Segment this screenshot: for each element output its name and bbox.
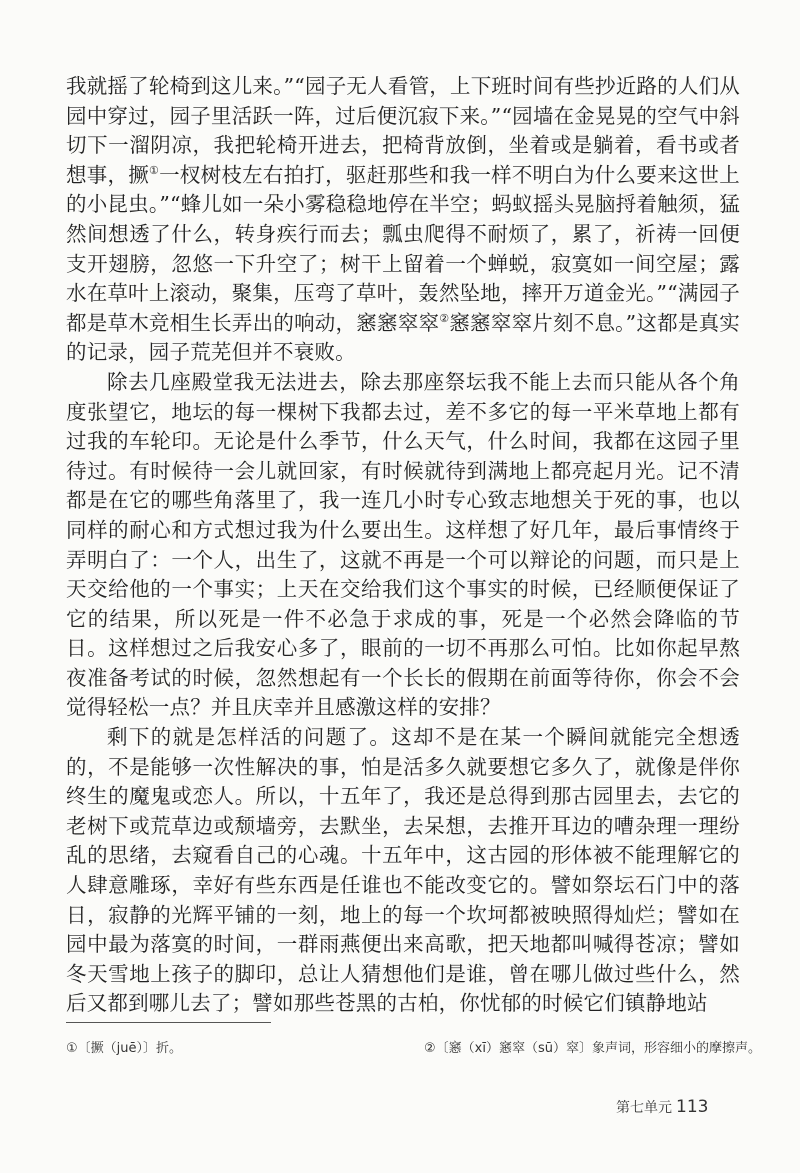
page-number: 113 [676, 1097, 709, 1117]
paragraph-3: 剩下的就是怎样活的问题了。这却不是在某一个瞬间就能完全想透的，不是能够一次性解决的事，怕是活多久就要想它多久了，就像是伴你终生的魔鬼或恋人。所以，十五年了，我还是总得到那古园里去，去它的老树下或荒草边或颓墙旁，去默坐，去呆想，去推开耳边的嘈杂理一理纷乱的思绪，去窥看自己的心魂。十五年中，这古园的形体被不能理解它的人肆意雕琢，幸好有些东西是任谁也不能改变它的。譬如祭坛石门中的落日，寂静的光辉平铺的一刻，地上的每一个坎坷都被映照得灿烂；譬如在园中最为落寞的时间，一群雨燕便出来高歌，把天地都叫喊得苍凉；譬如冬天雪地上孩子的脚印，总让人猜想他们是谁，曾在哪儿做过些什么，然后又都到哪儿去了；譬如那些苍黑的古柏，你忧郁的时候它们镇静地站 [66, 725, 740, 1016]
footnote-2: ②〔窸（xī）窸窣（sū）窣〕象声词，形容细小的摩擦声。 [424, 1041, 761, 1056]
footnote-divider [66, 1022, 271, 1023]
page-folio [616, 1097, 708, 1117]
footnote-1: ①〔撅（juē）〕折。 [66, 1041, 183, 1056]
paragraph-1 [66, 72, 740, 368]
footnote-ref-1: ① [149, 163, 160, 177]
body-text [66, 72, 740, 1019]
paragraph-1-text-c: 窸窸窣窣片刻不息。”这都是真实的记录，园子荒芜但并不衰败。 [66, 310, 741, 365]
footnote-ref-2: ② [439, 311, 450, 325]
paragraph-1-text-a: 我就摇了轮椅到这儿来。”“园子无人看管，上下班时间有些抄近路的人们从园中穿过，园子里活跃一阵，过后便沉寂下来。”“园墙在金晃晃的空气中斜切下一溜阴凉，我把轮椅开进去，把椅背放倒，坐着或是躺着，看书或者想事，撅 [66, 74, 740, 187]
paragraph-1-text-b: 一杈树枝左右拍打，驱赶那些和我一样不明白为什么要来这世上的小昆虫。”“蜂儿如一朵小雾稳稳地停在半空；蚂蚁摇头晃脑捋着触须，猛然间想透了什么，转身疾行而去；瓢虫爬得不耐烦了，累了，祈祷一回便支开翅膀，忽悠一下升空了；树干上留着一个蝉蜕，寂寞如一间空屋；露水在草叶上滚动，聚集，压弯了草叶，轰然坠地，摔开万道金光。”“满园子都是草木竞相生长弄出的响动，窸窸窣窣 [66, 162, 740, 335]
unit-label: 第七单元 [616, 1100, 672, 1116]
paragraph-2: 除去几座殿堂我无法进去，除去那座祭坛我不能上去而只能从各个角度张望它，地坛的每一棵树下我都去过，差不多它的每一平米草地上都有过我的车轮印。无论是什么季节，什么天气，什么时间，我都在这园子里待过。有时候待一会儿就回家，有时候就待到满地上都亮起月光。记不清都是在它的哪些角落里了，我一连几小时专心致志地想关于死的事，也以同样的耐心和方式想过我为什么要出生。这样想了好几年，最后事情终于弄明白了：一个人，出生了，这就不再是一个可以辩论的问题，而只是上天交给他的一个事实；上天在交给我们这个事实的时候，已经顺便保证了它的结果，所以死是一件不必急于求成的事，死是一个必然会降临的节日。这样想过之后我安心多了，眼前的一切不再那么可怕。比如你起早熬夜准备考试的时候，忽然想起有一个长长的假期在前面等待你，你会不会觉得轻松一点？并且庆幸并且感激这样的安排？ [66, 369, 740, 720]
